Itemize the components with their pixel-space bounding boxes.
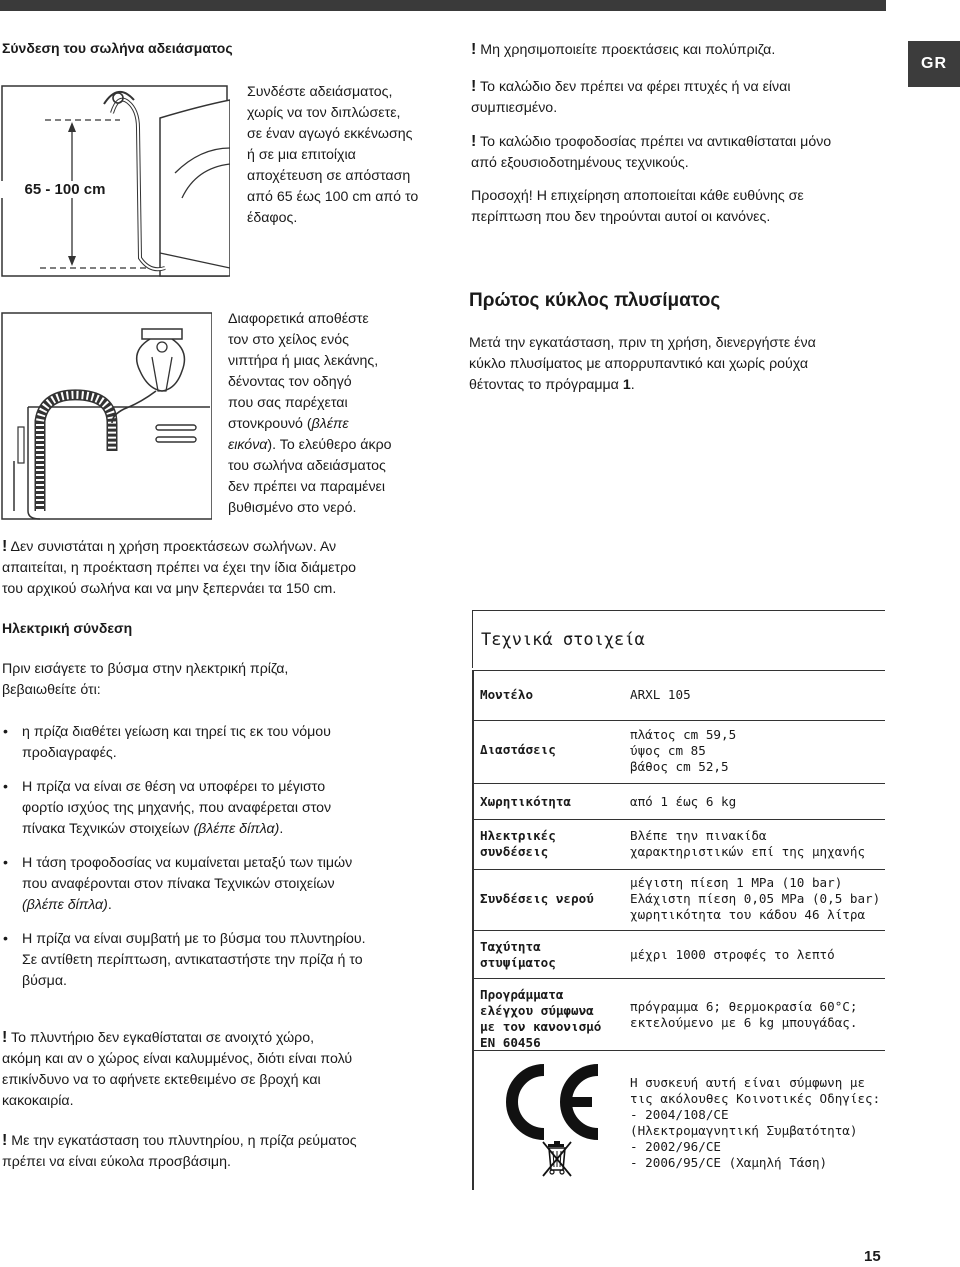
outdoor-warning: ! Το πλυντήριο δεν εγκαθίσταται σε ανοιχτό χώρο, ακόμη και αν ο χώρος είναι καλυμμένος, διότι είναι πολύ επικίνδυνο να το αφήνετε εκτεθειμένο σε βροχή και κακοκαιρία. xyxy=(2,1029,353,1109)
drain-wall-illustration xyxy=(0,78,230,278)
warning-item: ! Το καλώδιο τροφοδοσίας πρέπει να αντικαθίσταται μόνο από εξουσιοδοτημένους τεχνικούς. xyxy=(471,133,832,171)
caution-text: Προσοχή! Η επιχείρηση αποποιείται κάθε ευθύνης σε περίπτωση που δεν τηρούνται αυτοί οι κανόνες. xyxy=(471,188,804,225)
list-item: • Η πρίζα να είναι συμβατή με το βύσμα του πλυντηρίου. Σε αντίθετη περίπτωση, αντικαταστήστε την πρίζα ή το βύσμα. xyxy=(2,929,442,992)
list-item: • Η τάση τροφοδοσίας να κυμαίνεται μεταξύ των τιμών που αναφέρονται στον πίνακα Τεχνικών στοιχείων (βλέπε δίπλα). xyxy=(2,853,442,916)
first-cycle-text: Μετά την εγκατάσταση, πριν τη χρήση, διενεργήστε ένα κύκλο πλυσίματος με απορρυπαντικό και χωρίς ρούχα θέτοντας το πρόγραμμα 1. xyxy=(469,335,816,393)
warnings-list xyxy=(471,39,891,243)
warning-item: ! Μη χρησιμοποιείτε προεκτάσεις και πολύπριζα. xyxy=(471,41,776,58)
first-cycle-title: Πρώτος κύκλος πλυσίματος xyxy=(469,290,721,311)
ce-mark-icon xyxy=(494,1062,604,1142)
socket-access-note: ! Με την εγκατάσταση του πλυντηρίου, η πρίζα ρεύματος πρέπει να είναι εύκολα προσβάσιμη. xyxy=(2,1132,357,1170)
header-bar xyxy=(0,0,886,11)
table-row: Ηλεκτρικές συνδέσεις Βλέπε την πινακίδα χαρακτηριστικών επί της μηχανής xyxy=(472,819,885,869)
electrical-checklist xyxy=(2,722,442,1005)
table-row: Ταχύτητα στυψίματος μέχρι 1000 στροφές το λεπτό xyxy=(472,930,885,978)
weee-bin-icon xyxy=(540,1138,574,1178)
height-dimension-label: 65 - 100 cm xyxy=(0,181,130,198)
warning-item: ! Το καλώδιο δεν πρέπει να φέρει πτυχές ή να είναι συμπιεσμένο. xyxy=(471,78,791,116)
table-row: Συνδέσεις νερού μέγιστη πίεση 1 MPa (10 bar) Ελάχιστη πίεση 0,05 MPa (0,5 bar) χωρητικότητα του κάδου 46 λίτρα xyxy=(472,869,885,930)
list-item: • η πρίζα διαθέτει γείωση και τηρεί τις εκ του νόμου προδιαγραφές. xyxy=(2,722,442,764)
extension-note: ! Δεν συνιστάται η χρήση προεκτάσεων σωλήνων. Αν απαιτείται, η προέκταση πρέπει να έχει την ίδια διάμετρο του αρχικού σωλήνα και να μην ξεπερνάει τα 150 cm. xyxy=(2,538,357,597)
drain-sink-text: Διαφορετικά αποθέστε τον στο χείλος ενός νιπτήρα ή μιας λεκάνης, δένοντας τον οδηγό που σας παρέχεται στονκρουνό (βλέπε εικόνα). Το ελεύθερο άκρο του σωλήνα αδειάσματος δεν πρέπει να παραμένει βυθισμένο στο νερό. xyxy=(228,311,392,516)
table-row: Διαστάσεις πλάτος cm 59,5 ύψος cm 85 βάθος cm 52,5 xyxy=(472,720,885,783)
tech-title: Τεχνικά στοιχεία xyxy=(481,630,645,650)
language-badge: GR xyxy=(908,41,960,87)
table-row: Προγράμματα ελέγχου σύμφωνα με τον κανονισμό EN 60456 πρόγραμμα 6; θερμοκρασία 60°C; εκτελούμενο με 6 kg μπουγάδας. xyxy=(472,978,885,1050)
electrical-intro: Πριν εισάγετε το βύσμα στην ηλεκτρική πρίζα, βεβαιωθείτε ότι: xyxy=(2,661,289,698)
drain-section-title: Σύνδεση του σωλήνα αδειάσματος xyxy=(2,40,233,56)
table-row: Η συσκευή αυτή είναι σύμφωνη με τις ακόλουθες Κοινοτικές Οδηγίες: - 2004/108/CE (Ηλεκτρομαγνητική Συμβατότητα) - 2002/96/CE - 2006/95/CE (Χαμηλή Τάση) xyxy=(472,1050,885,1190)
drain-wall-text: Συνδέστε αδειάσματος, χωρίς να τον διπλώσετε, σε έναν αγωγό εκκένωσης ή σε μια επιτοίχια αποχέτευση σε απόσταση από 65 έως 100 cm από το έδαφος. xyxy=(247,84,419,226)
list-item: • Η πρίζα να είναι σε θέση να υποφέρει το μέγιστο φορτίο ισχύος της μηχανής, που αναφέρεται στον πίνακα Τεχνικών στοιχείων (βλέπε δίπλα). xyxy=(2,777,442,840)
electrical-section-title: Ηλεκτρική σύνδεση xyxy=(2,620,133,636)
table-row: Μοντέλο ARXL 105 xyxy=(472,670,885,720)
table-row: Χωρητικότητα από 1 έως 6 kg xyxy=(472,783,885,819)
drain-sink-illustration xyxy=(0,311,212,521)
page-number: 15 xyxy=(864,1248,881,1265)
